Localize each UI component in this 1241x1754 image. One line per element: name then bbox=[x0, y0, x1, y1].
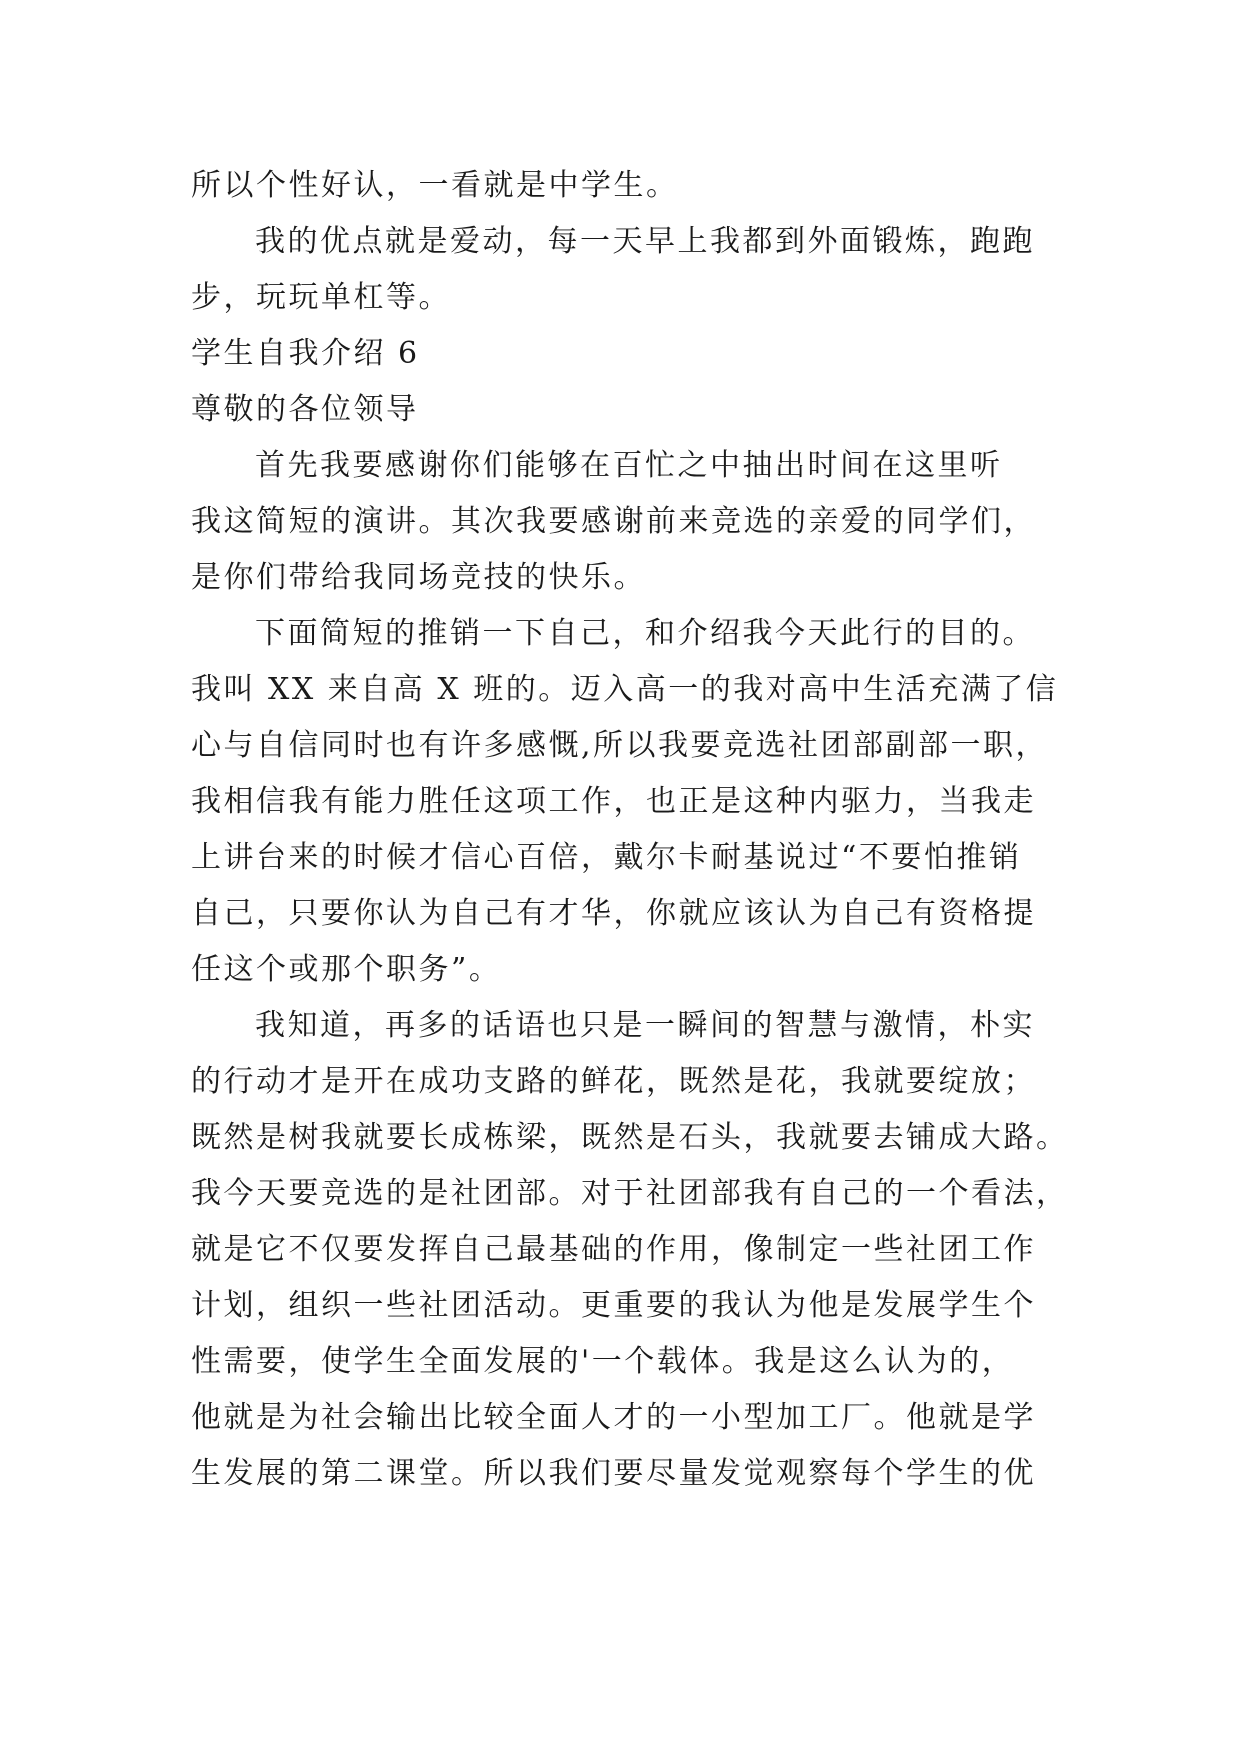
text-line: 就是它不仅要发挥自己最基础的作用，像制定一些社团工作 bbox=[191, 1232, 1036, 1267]
text-line: 我今天要竞选的是社团部。对于社团部我有自己的一个看法， bbox=[191, 1176, 1069, 1211]
text-line: 我叫 XX 来自高 X 班的。迈入高一的我对高中生活充满了信 bbox=[191, 672, 1059, 707]
text-line: 既然是树我就要长成栋梁，既然是石头，我就要去铺成大路。 bbox=[191, 1120, 1069, 1155]
text-line: 是你们带给我同场竞技的快乐。 bbox=[191, 560, 646, 595]
paragraph-first-line: 首先我要感谢你们能够在百忙之中抽出时间在这里听 bbox=[255, 448, 1003, 483]
text-line: 所以个性好认，一看就是中学生。 bbox=[191, 168, 679, 203]
paragraph-first-line: 我知道，再多的话语也只是一瞬间的智慧与激情，朴实 bbox=[255, 1008, 1035, 1043]
text-line: 任这个或那个职务”。 bbox=[191, 952, 502, 987]
text-line: 他就是为社会输出比较全面人才的一小型加工厂。他就是学 bbox=[191, 1400, 1036, 1435]
salutation: 尊敬的各位领导 bbox=[191, 392, 419, 427]
paragraph-first-line: 下面简短的推销一下自己，和介绍我今天此行的目的。 bbox=[255, 616, 1035, 651]
text-line: 步，玩玩单杠等。 bbox=[191, 280, 451, 315]
section-heading: 学生自我介绍 6 bbox=[191, 336, 420, 371]
paragraph-first-line: 我的优点就是爱动，每一天早上我都到外面锻炼，跑跑 bbox=[255, 224, 1035, 259]
text-line: 我这简短的演讲。其次我要感谢前来竞选的亲爱的同学们， bbox=[191, 504, 1036, 539]
text-line: 心与自信同时也有许多感慨,所以我要竞选社团部副部一职， bbox=[191, 728, 1049, 763]
text-line: 生发展的第二课堂。所以我们要尽量发觉观察每个学生的优 bbox=[191, 1456, 1036, 1491]
text-line: 的行动才是开在成功支路的鲜花，既然是花，我就要绽放； bbox=[191, 1064, 1036, 1099]
text-line: 我相信我有能力胜任这项工作，也正是这种内驱力，当我走 bbox=[191, 784, 1036, 819]
text-line: 计划，组织一些社团活动。更重要的我认为他是发展学生个 bbox=[191, 1288, 1036, 1323]
text-line: 上讲台来的时候才信心百倍，戴尔卡耐基说过“不要怕推销 bbox=[191, 840, 1022, 875]
text-line: 自己，只要你认为自己有才华，你就应该认为自己有资格提 bbox=[191, 896, 1036, 931]
text-line: 性需要，使学生全面发展的'一个载体。我是这么认为的， bbox=[191, 1344, 1015, 1379]
